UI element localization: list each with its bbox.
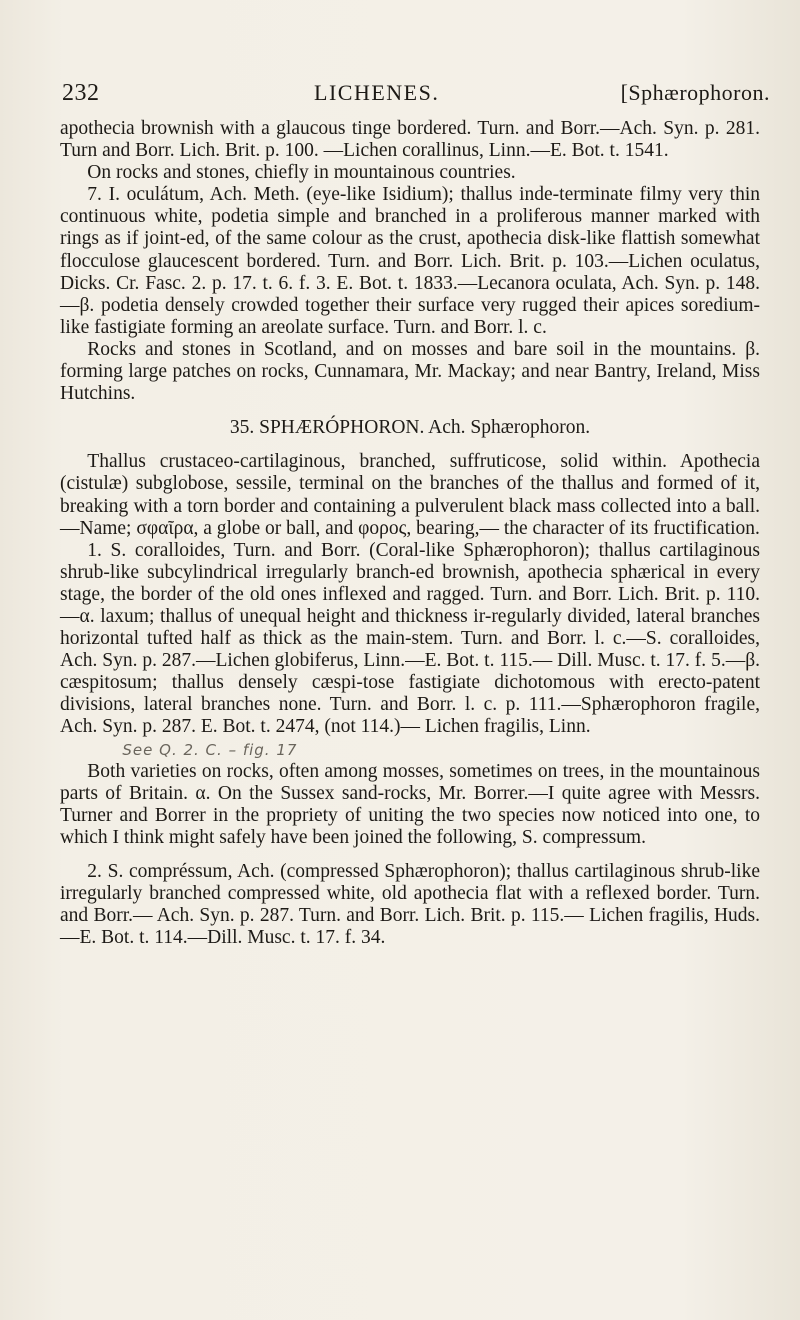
page-body [60,118,760,949]
section-title: [Sphærophoron. [620,80,770,105]
running-title: LICHENES. [314,80,440,105]
paragraph-2: On rocks and stones, chiefly in mountainous countries. [87,162,516,184]
page-number: 232 [62,80,100,106]
handwritten-note [60,739,760,761]
paragraph-9: Both varieties on rocks, often among mosses, sometimes on trees, in the mountainous parts of Britain. α. On the Sussex sand-rocks, Mr. Borrer.—I quite agree with Messrs. Turner and Borrer in the propriety of uniting the two species now noticed into one, to which I think might safely have been joined the following, S. compressum. [60,760,760,848]
paragraph-1: apothecia brownish with a glaucous tinge bordered. Turn. and Borr.—Ach. Syn. p. 281. Turn and Borr. Lich. Brit. p. 100. —Lichen corallinus, Linn.—E. Bot. t. 1541. [60,118,760,162]
paragraph-4: Rocks and stones in Scotland, and on mosses and bare soil in the mountains. β. forming large patches on rocks, Cunnamara, Mr. Mackay; and near Bantry, Ireland, Miss Hutchins. [60,338,760,405]
paragraph-6: Thallus crustaceo-cartilaginous, branched, suffruticose, solid within. Apothecia (cistulæ) subglobose, sessile, terminal on the branches of the thallus and formed of it, breaking with a torn border and containing a pulverulent black mass collected into a ball.—Name; σφαῖρα, a globe or ball, and φορος, bearing,— the character of its fructification. [60,451,760,539]
handwritten-note-text: See Q. 2. C. – fig. 17 [122,740,298,759]
paragraph-3: 7. I. oculátum, Ach. Meth. (eye-like Isidium); thallus inde-terminate filmy very thin continuous white, podetia simple and branched in a proliferous manner marked with rings as if joint-ed, of the same colour as the crust, apothecia disk-like flattish somewhat flocculose glaucescent bordered. Turn. and Borr. Lich. Brit. p. 103.—Lichen oculatus, Dicks. Cr. Fasc. 2. p. 17. t. 6. f. 3. E. Bot. t. 1833.—Lecanora oculata, Ach. Syn. p. 148. —β. podetia densely crowded together their surface very rugged their apices soredium-like fastigiate forming an areolate surface. Turn. and Borr. l. c. [60,184,760,338]
paragraph-7: 1. S. coralloides, Turn. and Borr. (Coral-like Sphærophoron); thallus cartilaginous shrub-like subcylindrical irregularly branch-ed brownish, apothecia sphærical in every stage, the border of the old ones inflexed and ragged. Turn. and Borr. Lich. Brit. p. 110.—α. laxum; thallus of unequal height and thickness ir-regularly divided, lateral branches horizontal tufted half as thick as the main-stem. Turn. and Borr. l. c.—S. coralloides, Ach. Syn. p. 287.—Lichen globiferus, Linn.—E. Bot. t. 115.— Dill. Musc. t. 17. f. 5.—β. cæspitosum; thallus densely cæspi-tose fastigiate dichotomous with erecto-patent divisions, lateral branches none. Turn. and Borr. l. c. p. 111.—Sphærophoron fragile, Ach. Syn. p. 287. E. Bot. t. 2474, (not 114.)— Lichen fragilis, Linn. [60,539,760,738]
genus-heading: 35. SPHÆRÓPHORON. Ach. Sphærophoron. [229,417,591,439]
paragraph-10: 2. S. compréssum, Ach. (compressed Sphærophoron); thallus cartilaginous shrub-like irregularly branched compressed white, old apothecia flat with a reflexed border. Turn. and Borr.— Ach. Syn. p. 287. Turn. and Borr. Lich. Brit. p. 115.— Lichen fragilis, Huds.—E. Bot. t. 114.—Dill. Musc. t. 17. f. 34. [60,861,760,949]
running-header [62,80,770,108]
